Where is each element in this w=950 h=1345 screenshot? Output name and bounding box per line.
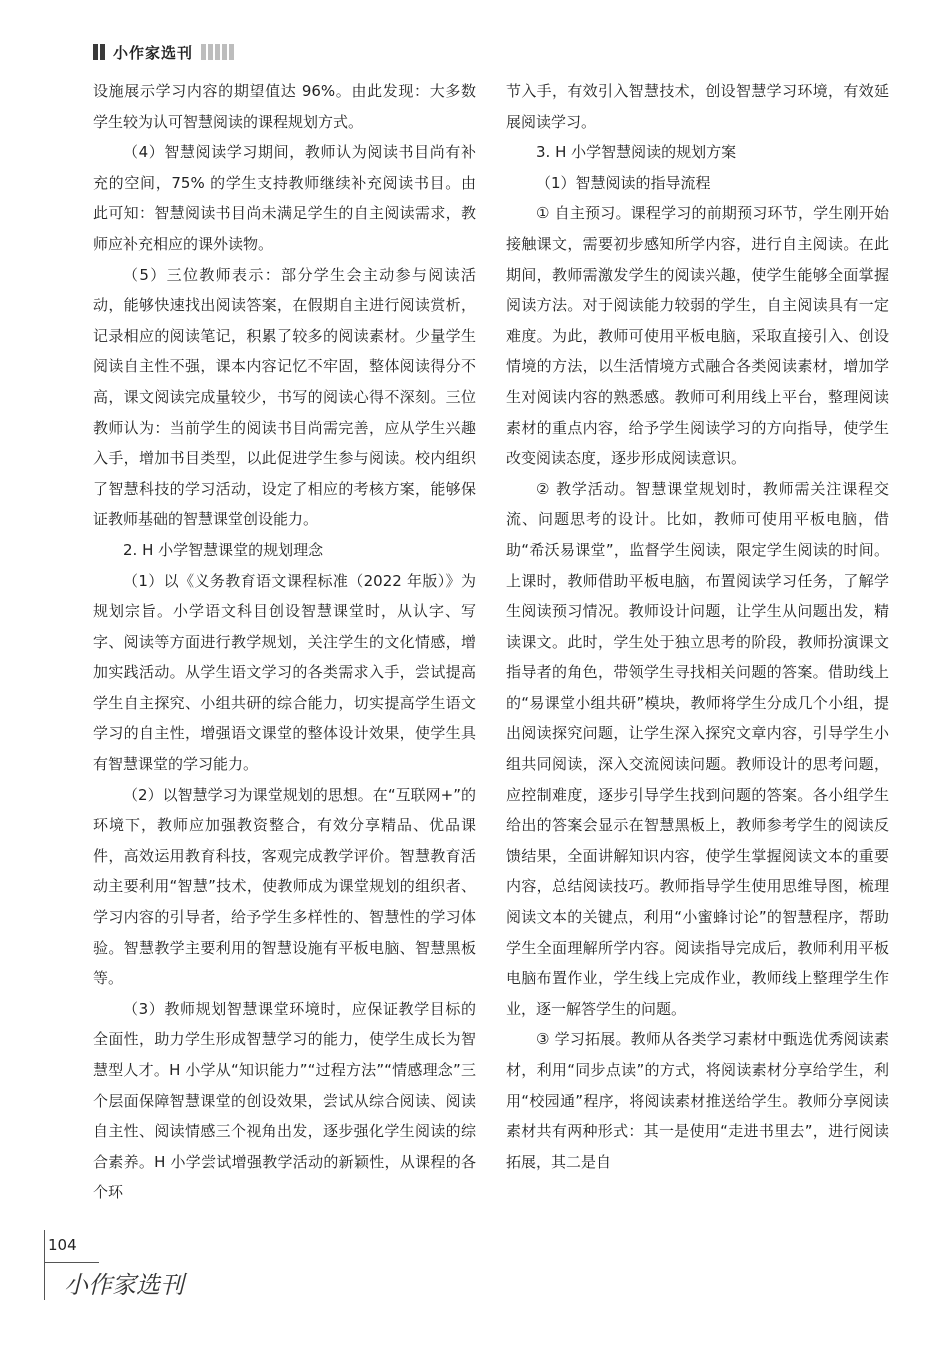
paragraph: ③ 学习拓展。教师从各类学习素材中甄选优秀阅读素材，利用“同步点读”的方式，将阅读素材分享给学生，利用“校园通”程序，将阅读素材推送给学生。教师分享阅读素材共有两种形式：其一是使用“走进书里去”，进行阅读拓展，其二是自 [506, 1030, 889, 1171]
journal-title: 小作家选刊 [113, 43, 194, 62]
footer-rule-vertical [44, 1230, 45, 1300]
paragraph: （4）智慧阅读学习期间，教师认为阅读书目尚有补充的空间，75% 的学生支持教师继续补充阅读书目。由此可知：智慧阅读书目尚未满足学生的自主阅读需求，教师应补充相应的课外读物。 [93, 143, 476, 253]
paragraph: （1）智慧阅读的指导流程 [536, 173, 711, 192]
running-header [93, 42, 236, 62]
left-column [93, 76, 476, 1208]
header-bar-decoration [222, 44, 227, 60]
header-bar-decoration [201, 44, 206, 60]
paragraph: ② 教学活动。智慧课堂规划时，教师需关注课程交流、问题思考的设计。比如，教师可使用平板电脑，借助“希沃易课堂”，监督学生阅读，限定学生阅读的时间。上课时，教师借助平板电脑，布置阅读学习任务，了解学生阅读预习情况。教师设计问题，让学生从问题出发，精读课文。此时，学生处于独立思考的阶段，教师扮演课文指导者的角色，带领学生寻找相关问题的答案。借助线上的“易课堂小组共研”模块，教师将学生分成几个小组，提出阅读探究问题，让学生深入探究文章内容，引导学生小组共同阅读，深入交流阅读问题。教师设计的思考问题，应控制难度，逐步引导学生找到问题的答案。各小组学生给出的答案会显示在智慧黑板上，教师参考学生的阅读反馈结果，全面讲解知识内容，使学生掌握阅读文本的重要内容，总结阅读技巧。教师指导学生使用思维导图，梳理阅读文本的关键点，利用“小蜜蜂讨论”的智慧程序，帮助学生全面理解所学内容。阅读指导完成后，教师利用平板电脑布置作业，学生线上完成作业，教师线上整理学生作业，逐一解答学生的问题。 [506, 479, 889, 1018]
journal-logo [62, 1268, 192, 1300]
page-number: 104 [48, 1236, 77, 1254]
paragraph: 设施展示学习内容的期望值达 96%。由此发现：大多数学生较为认可智慧阅读的课程规划方式。 [93, 82, 476, 131]
header-bar-decoration [93, 44, 98, 60]
paragraph: （1）以《义务教育语文课程标准（2022 年版）》为规划宗旨。小学语文科目创设智慧课堂时，从认字、写字、阅读等方面进行教学规划，关注学生的文化情感，增加实践活动。从学生语文学习的各类需求入手，尝试提高学生自主探究、小组共研的综合能力，切实提高学生语文学习的自主性，增强语文课堂的整体设计效果，使学生具有智慧课堂的学习能力。 [93, 571, 476, 774]
header-bar-decoration [208, 44, 213, 60]
header-bar-decoration [215, 44, 220, 60]
paragraph: （2）以智慧学习为课堂规划的思想。在“互联网+”的环境下，教师应加强教资整合，有效分享精品、优品课件，高效运用教育科技，客观完成教学评价。智慧教育活动主要利用“智慧”技术，使教师成为课堂规划的组织者、学习内容的引导者，给予学生多样性的、智慧性的学习体验。智慧教学主要利用的智慧设施有平板电脑、智慧黑板等。 [93, 785, 476, 988]
header-bar-decoration [100, 44, 105, 60]
section-heading: 2. H 小学智慧课堂的规划理念 [123, 540, 324, 559]
footer-rule-horizontal [44, 1262, 99, 1263]
paragraph: （5）三位教师表示：部分学生会主动参与阅读活动，能够快速找出阅读答案，在假期自主进行阅读赏析，记录相应的阅读笔记，积累了较多的阅读素材。少量学生阅读自主性不强，课本内容记忆不牢固，整体阅读得分不高，课文阅读完成量较少，书写的阅读心得不深刻。三位教师认为：当前学生的阅读书目尚需完善，应从学生兴趣入手，增加书目类型，以此促进学生参与阅读。校内组织了智慧科技的学习活动，设定了相应的考核方案，能够保证教师基础的智慧课堂创设能力。 [93, 265, 476, 529]
paragraph: （3）教师规划智慧课堂环境时，应保证教学目标的全面性，助力学生形成智慧学习的能力，使学生成长为智慧型人才。H 小学从“知识能力”“过程方法”“情感理念”三个层面保障智慧课堂的创设效果，尝试从综合阅读、阅读自主性、阅读情感三个视角出发，逐步强化学生阅读的综合素养。H 小学尝试增强教学活动的新颖性，从课程的各个环 [93, 999, 476, 1202]
paragraph: 节入手，有效引入智慧技术，创设智慧学习环境，有效延展阅读学习。 [506, 82, 889, 131]
right-column [506, 76, 889, 1177]
section-heading: 3. H 小学智慧阅读的规划方案 [536, 143, 737, 162]
header-bar-decoration [229, 44, 234, 60]
journal-logo-text: 小作家选刊 [64, 1271, 184, 1299]
paragraph: ① 自主预习。课程学习的前期预习环节，学生刚开始接触课文，需要初步感知所学内容，进行自主阅读。在此期间，教师需激发学生的阅读兴趣，使学生能够全面掌握阅读方法。对于阅读能力较弱的学生，自主阅读具有一定难度。为此，教师可使用平板电脑，采取直接引入、创设情境的方法，以生活情境方式融合各类阅读素材，增加学生对阅读内容的熟悉感。教师可利用线上平台，整理阅读素材的重点内容，给予学生阅读学习的方向指导，使学生改变阅读态度，逐步形成阅读意识。 [506, 204, 889, 468]
